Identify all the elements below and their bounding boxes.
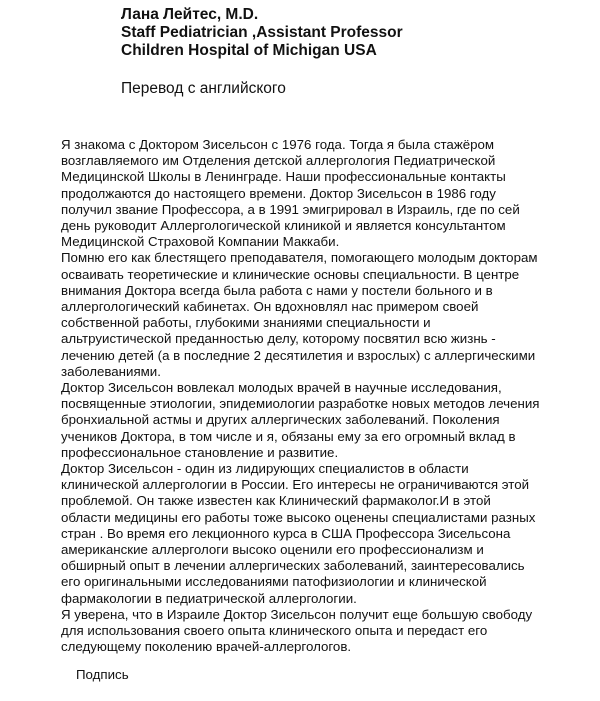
body-line: для использования своего опыта клинического опыта и передаст его bbox=[61, 623, 488, 639]
body-line: клинической аллергологии в России. Его интересы не ограничиваются этой bbox=[61, 477, 530, 493]
body-line: проблемой. Он также известен как Клинический фармаколог.И в этой bbox=[61, 493, 491, 509]
body-line: заболеваниями. bbox=[61, 363, 161, 379]
body-line: возглавляемого им Отделения детской аллергология Педиатрической bbox=[61, 153, 496, 169]
body-line: Доктор Зисельсон вовлекал молодых врачей в научные исследования, bbox=[61, 380, 502, 396]
body-line: Я знакома с Доктором Зисельсон с 1976 года. Тогда я была стажёром bbox=[61, 137, 495, 152]
body-line: области медицины его работы тоже высоко оценены специалистами разных bbox=[61, 509, 536, 525]
body-line: Медицинской Страховой Компании Маккаби. bbox=[61, 234, 340, 250]
body-line: Помню его как блестящего преподавателя, помогающего молодым докторам bbox=[61, 250, 538, 266]
author-position: Staff Pediatrician ,Assistant Professor bbox=[121, 24, 403, 41]
body-line: день руководит Аллергологической клиникой и является консультантом bbox=[61, 218, 506, 234]
body-line: фармакологии в педиатрической аллергологии. bbox=[61, 590, 357, 606]
body-line: Я уверена, что в Израиле Доктор Зисельсон получит еще большую свободу bbox=[61, 606, 533, 622]
body-line: бронхиальной астмы и других аллергических заболеваний. Поколения bbox=[61, 412, 500, 428]
body-line: Медицинской Школы в Ленинграде. Наши профессиональные контакты bbox=[61, 169, 506, 185]
letter-header bbox=[121, 6, 581, 60]
letter-body bbox=[61, 137, 591, 656]
body-line: Доктор Зисельсон - один из лидирующих специалистов в области bbox=[61, 461, 469, 477]
body-line: внимания Доктора всегда была работа с нами у постели больного и в bbox=[61, 282, 493, 298]
body-line: собственной работы, глубокими знаниями специальности и bbox=[61, 315, 431, 331]
body-line: посвященные этиологии, эпидемиологии разработке новых методов лечения bbox=[61, 396, 540, 412]
body-line: альтруистической преданностью делу, которому посвятил всю жизнь - bbox=[61, 331, 496, 347]
body-line: обширный опыт в лечении аллергических заболеваний, заинтересовались bbox=[61, 558, 525, 574]
signature-label: Подпись bbox=[76, 667, 129, 682]
body-line: американские аллергологи высоко оценили его профессионализм и bbox=[61, 542, 484, 558]
body-line: осваивать теоретические и клинические основы специальности. В центре bbox=[61, 266, 520, 282]
body-line: лечению детей (а в последние 2 десятилетия и взрослых) с аллергическими bbox=[61, 347, 536, 363]
author-name: Лана Лейтес, M.D. bbox=[121, 6, 259, 23]
body-line: профессиональное становление и развитие. bbox=[61, 444, 339, 460]
body-line: следующему поколению врачей-аллергологов. bbox=[61, 639, 352, 655]
body-line: аллергологический кабинетах. Он вдохновлял нас примером своей bbox=[61, 299, 479, 315]
body-line: стран . Во время его лекционного курса в США Профессора Зисельсона bbox=[61, 525, 511, 541]
body-line: учеников Доктора, в том числе и я, обязаны ему за его огромный вклад в bbox=[61, 428, 516, 444]
author-institution: Children Hospital of Michigan USA bbox=[121, 42, 377, 59]
translation-note: Перевод с английского bbox=[121, 80, 286, 97]
body-line: получил звание Профессора, а в 1991 эмигрировал в Израиль, где по сей bbox=[61, 201, 520, 217]
body-line: продолжаются до настоящего времени. Доктор Зисельсон в 1986 году bbox=[61, 185, 496, 201]
body-line: его оригинальными исследованиями патофизиологии и клинической bbox=[61, 574, 487, 590]
